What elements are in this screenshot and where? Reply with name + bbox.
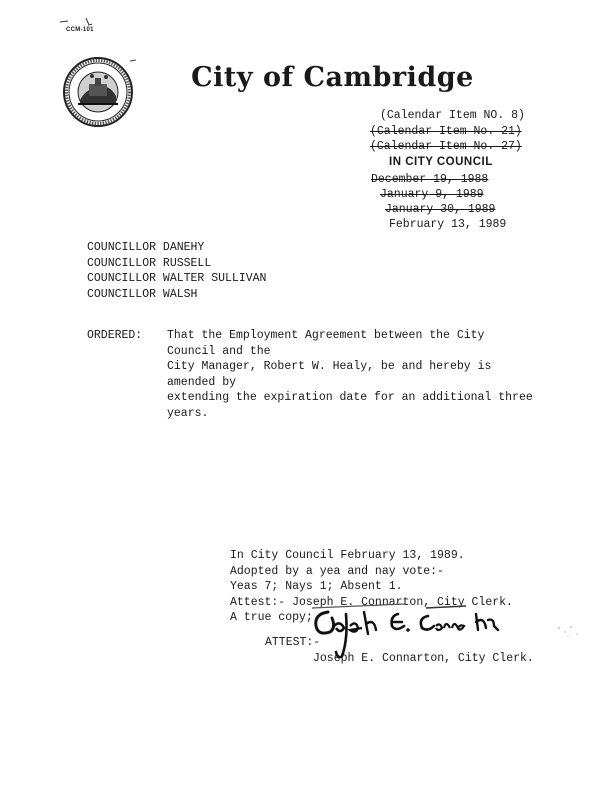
true-copy-label: A true copy;	[230, 611, 313, 624]
meeting-date: February 13, 1989	[389, 218, 507, 231]
sponsor-list	[87, 240, 266, 302]
order-text	[167, 328, 537, 421]
sponsor: COUNCILLOR WALSH	[87, 287, 198, 301]
vote-line: In City Council February 13, 1989.	[230, 549, 465, 562]
order-line: extending the expiration date for an additional three years.	[167, 391, 533, 420]
form-code: CCM-101	[66, 27, 94, 33]
calendar-item-struck: (Calendar Item No. 21)	[370, 125, 522, 138]
date-struck: December 19, 1988	[371, 173, 489, 186]
order-line: That the Employment Agreement between the City Council and the	[167, 329, 485, 358]
sponsor: COUNCILLOR DANEHY	[87, 241, 205, 254]
sponsor: COUNCILLOR WALTER SULLIVAN	[87, 272, 267, 285]
corner-marks	[58, 16, 118, 28]
margin-specks	[555, 622, 583, 638]
vote-line: Yeas 7; Nays 1; Absent 1.	[230, 580, 403, 593]
order-line: City Manager, Robert W. Healy, be and hereby is amended by	[167, 360, 492, 389]
sponsor: COUNCILLOR RUSSELL	[87, 256, 212, 270]
page-title: City of Cambridge	[191, 62, 474, 93]
date-struck: January 9, 1989	[380, 188, 484, 201]
attest-label: ATTEST:-	[265, 636, 321, 649]
order-label: ORDERED:	[87, 329, 143, 342]
council-heading: IN CITY COUNCIL	[389, 156, 493, 168]
signature	[310, 600, 520, 660]
calendar-item-current: (Calendar Item NO. 8)	[380, 109, 525, 122]
vote-line: Attest:- Joseph E. Connarton, City Clerk.	[230, 595, 513, 609]
calendar-item-struck: (Calendar Item No. 27)	[370, 140, 522, 153]
vote-line: Adopted by a yea and nay vote:-	[230, 564, 444, 578]
date-struck: January 30, 1989	[385, 203, 496, 216]
clerk-name: Joseph E. Connarton, City Clerk.	[313, 652, 534, 665]
